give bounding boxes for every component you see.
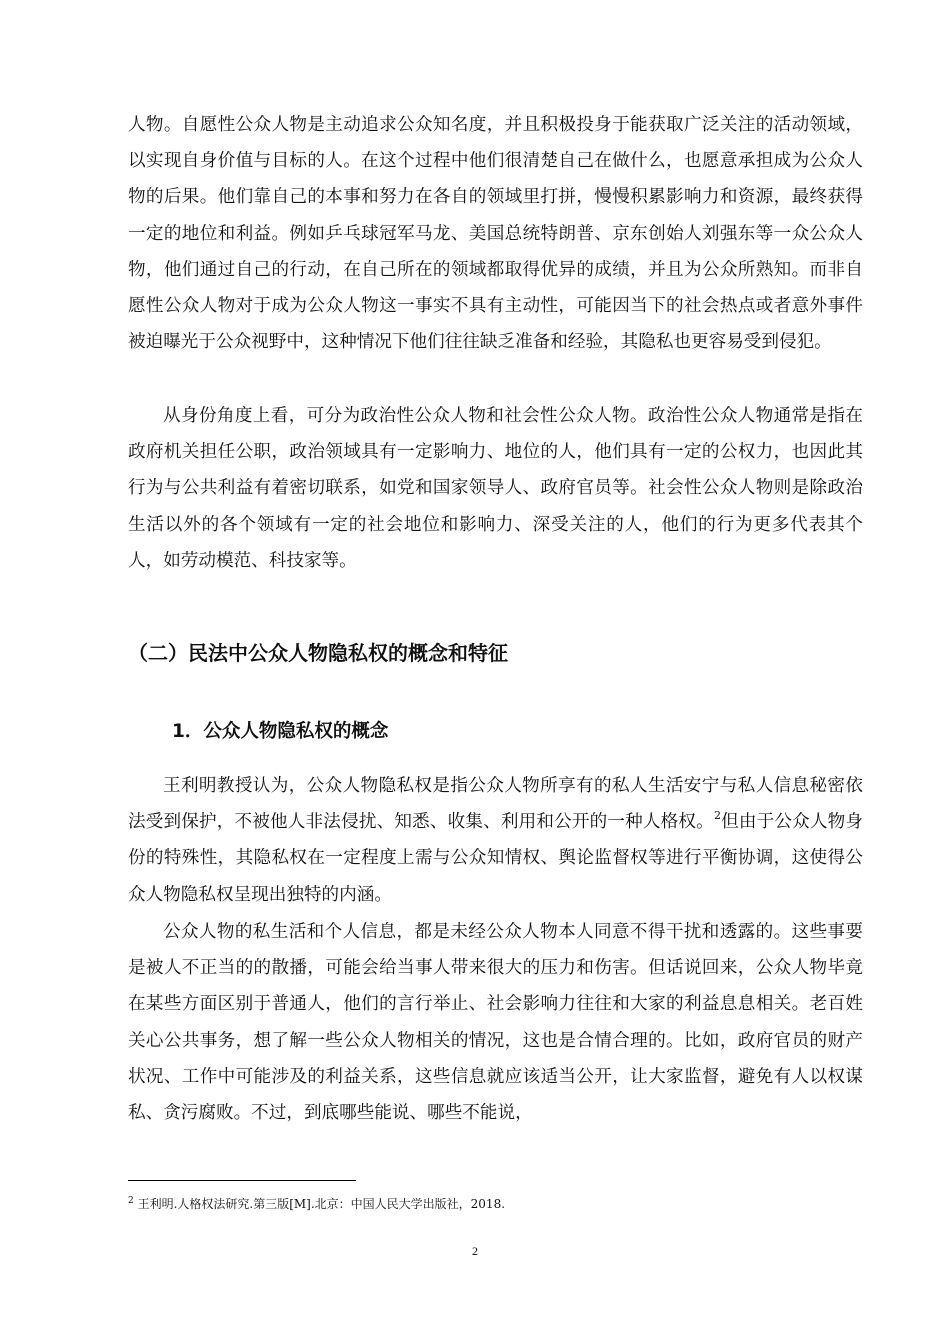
paragraph-text: 王利明教授认为，公众人物隐私权是指公众人物所享有的私人生活安宁与私人信息秘密依法受到保护，不被他人非法侵扰、知悉、收集、利用和公开的一种人格权。 [128,776,863,833]
section-heading: （二）民法中公众人物隐私权的概念和特征 [128,641,508,665]
footnote-marker: 2 [128,1196,134,1206]
subsection-heading: 1．公众人物隐私权的概念 [172,721,389,742]
paragraph-text: 但由于公众人物身份的特殊性，其隐私权在一定程度上需与公众知情权、舆论监督权等进行平衡协调，这使得公众人物隐私权呈现出独特的内涵。 [128,812,863,905]
body-paragraph-1: 人物。自愿性公众人物是主动追求公众知名度，并且积极投身于能获取广泛关注的活动领域，以实现自身价值与目标的人。在这个过程中他们很清楚自己在做什么，也愿意承担成为公众人物的后果。他们靠自己的本事和努力在各自的领域里打拼，慢慢积累影响力和资源，最终获得一定的地位和利益。例如乒乓球冠军马龙、美国总统特朗普、京东创始人刘强东等一众公众人物，他们通过自己的行动，在自己所在的领域都取得优异的成绩，并且为公众所熟知。而非自愿性公众人物对于成为公众人物这一事实不具有主动性，可能因当下的社会热点或者意外事件被迫曝光于公众视野中，这种情况下他们往往缺乏准备和经验，其隐私也更容易受到侵犯。 [128,115,863,353]
body-paragraph-4: 公众人物的私生活和个人信息，都是未经公众人物本人同意不得干扰和透露的。这些事要是被人不正当的的散播，可能会给当事人带来很大的压力和伤害。但话说回来，公众人物毕竟在某些方面区别于普通人，他们的言行举止、社会影响力往往和大家的利益息息相关。老百姓关心公共事务，想了解一些公众人物相关的情况，这也是合情合理的。比如，政府官员的财产状况、工作中可能涉及的利益关系，这些信息就应该适当公开，让大家监督，避免有人以权谋私、贪污腐败。不过，到底哪些能说、哪些不能说， [128,922,863,1124]
footnote [128,1195,505,1212]
footnote-text: 王利明.人格权法研究.第三版[M].北京：中国人民大学出版社，2018. [137,1197,506,1211]
body-paragraph-3 [128,768,863,913]
footnote-reference[interactable]: 2 [713,809,721,823]
footnote-separator [128,1180,356,1181]
page-number: 2 [472,1244,478,1258]
body-paragraph-2: 从身份角度上看，可分为政治性公众人物和社会性公众人物。政治性公众人物通常是指在政府机关担任公职，政治领域具有一定影响力、地位的人，他们具有一定的公权力，也因此其行为与公共利益有着密切联系，如党和国家领导人、政府官员等。社会性公众人物则是除政治生活以外的各个领域有一定的社会地位和影响力、深受关注的人，他们的行为更多代表其个人，如劳动模范、科技家等。 [128,406,863,571]
